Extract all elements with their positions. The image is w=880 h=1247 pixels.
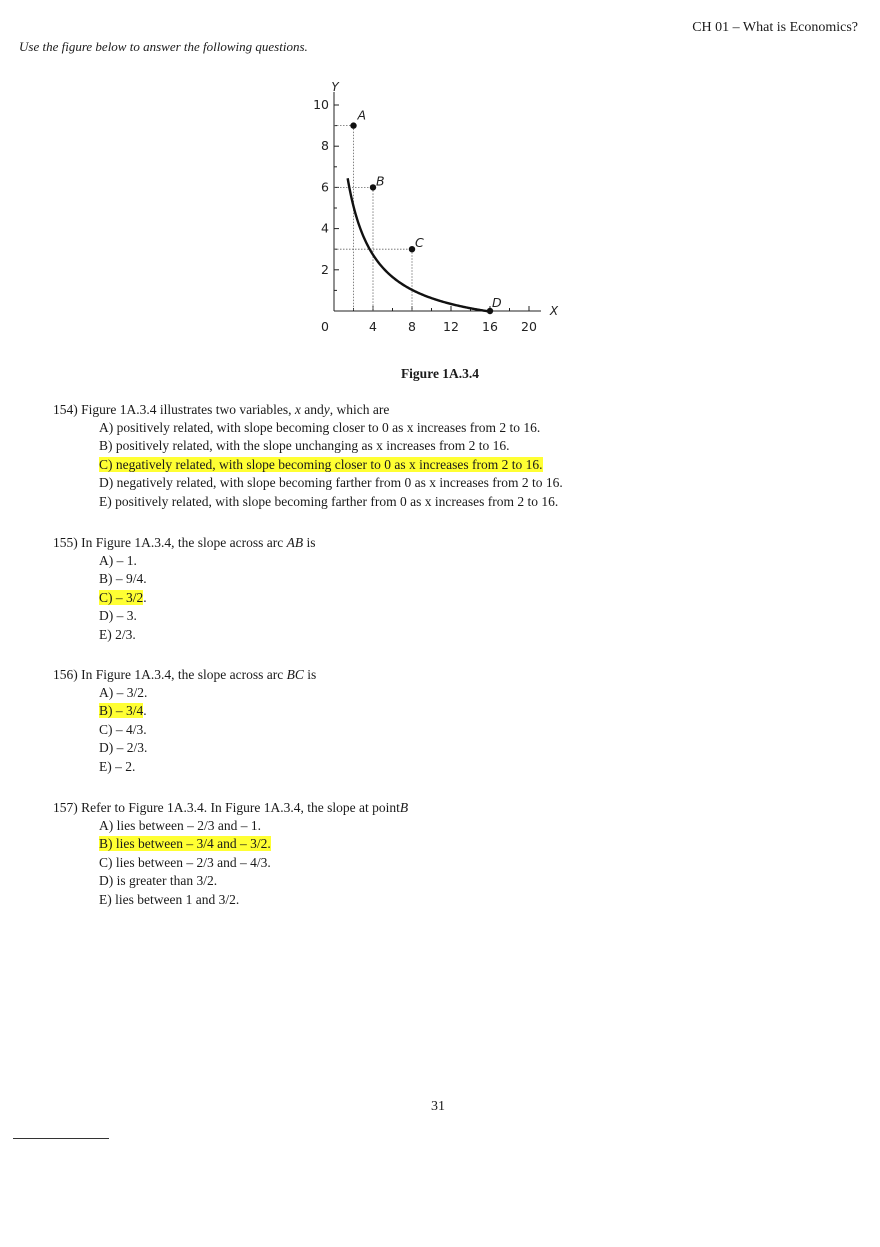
option-c — [53, 456, 563, 474]
x-tick-label: 0 — [321, 319, 329, 334]
option-e: E) positively related, with slope becoming farther from 0 as x increases from 2 to 16. — [99, 493, 559, 509]
question-155 — [53, 534, 315, 644]
figure-caption: Figure 1A.3.4 — [400, 366, 480, 381]
option-d: D) is greater than 3/2. — [99, 873, 218, 889]
y-axis-label: Y — [331, 80, 339, 94]
running-header: CH 01 – What is Economics? — [692, 20, 858, 35]
figure-chart — [303, 78, 575, 340]
instruction-text: Use the figure below to answer the following questions. — [19, 39, 308, 54]
y-tick-label: 10 — [313, 97, 329, 112]
answer-highlight: B) – 3/4 — [99, 703, 144, 719]
option-d: D) – 3. — [99, 608, 137, 624]
option-c: C) – 4/3. — [99, 721, 147, 737]
page-number: 31 — [431, 1099, 445, 1114]
x-axis-label: X — [549, 304, 559, 318]
question-stem: 154) Figure 1A.3.4 illustrates two variables, x andy, which are — [53, 402, 390, 417]
question-stem: 156) In Figure 1A.3.4, the slope across arc BC is — [53, 667, 317, 682]
x-tick-label: 12 — [443, 319, 459, 334]
option-b: B) positively related, with the slope unchanging as x increases from 2 to 16. — [99, 438, 510, 454]
x-tick-label: 16 — [482, 319, 498, 334]
option-b — [53, 835, 408, 853]
point-label: B — [376, 173, 385, 189]
answer-highlight: C) – 3/2 — [99, 589, 144, 605]
question-156 — [53, 666, 316, 776]
option-d: D) – 2/3. — [99, 740, 148, 756]
answer-highlight: B) lies between – 3/4 and – 3/2. — [99, 836, 271, 852]
option-a: A) positively related, with slope becoming closer to 0 as x increases from 2 to 16. — [99, 420, 541, 435]
point-label: A — [357, 107, 367, 123]
question-stem: 155) In Figure 1A.3.4, the slope across arc AB is — [53, 535, 316, 550]
question-stem: 157) Refer to Figure 1A.3.4. In Figure 1A.3.4, the slope at pointB — [53, 800, 409, 815]
option-d: D) negatively related, with slope becoming farther from 0 as x increases from 2 to 16. — [99, 475, 563, 491]
x-tick-label: 8 — [408, 319, 416, 334]
y-tick-label: 2 — [321, 261, 329, 277]
answer-highlight: C) negatively related, with slope becoming closer to 0 as x increases from 2 to 16. — [99, 456, 543, 472]
question-154 — [53, 401, 563, 511]
option-b: B) – 9/4. — [99, 571, 147, 587]
option-e: E) lies between 1 and 3/2. — [99, 891, 240, 907]
point-label: C — [415, 235, 424, 251]
option-a: A) lies between – 2/3 and – 1. — [99, 818, 261, 833]
footnote-rule — [13, 1138, 109, 1139]
option-b: B) – 3/4. — [99, 703, 147, 719]
option-c: C) lies between – 2/3 and – 4/3. — [99, 854, 271, 870]
point-a — [350, 122, 356, 128]
point-label: D — [492, 295, 502, 310]
option-a: A) – 1. — [99, 553, 137, 568]
y-tick-label: 8 — [321, 138, 329, 154]
x-tick-label: 4 — [369, 319, 377, 334]
option-e: E) 2/3. — [99, 626, 136, 642]
option-c: C) – 3/2. — [99, 589, 147, 605]
y-tick-label: 4 — [321, 220, 329, 236]
option-a: A) – 3/2. — [99, 685, 148, 700]
y-tick-label: 6 — [321, 179, 329, 195]
x-tick-label: 20 — [521, 319, 537, 334]
option-e: E) – 2. — [99, 758, 136, 774]
question-157 — [53, 799, 408, 909]
